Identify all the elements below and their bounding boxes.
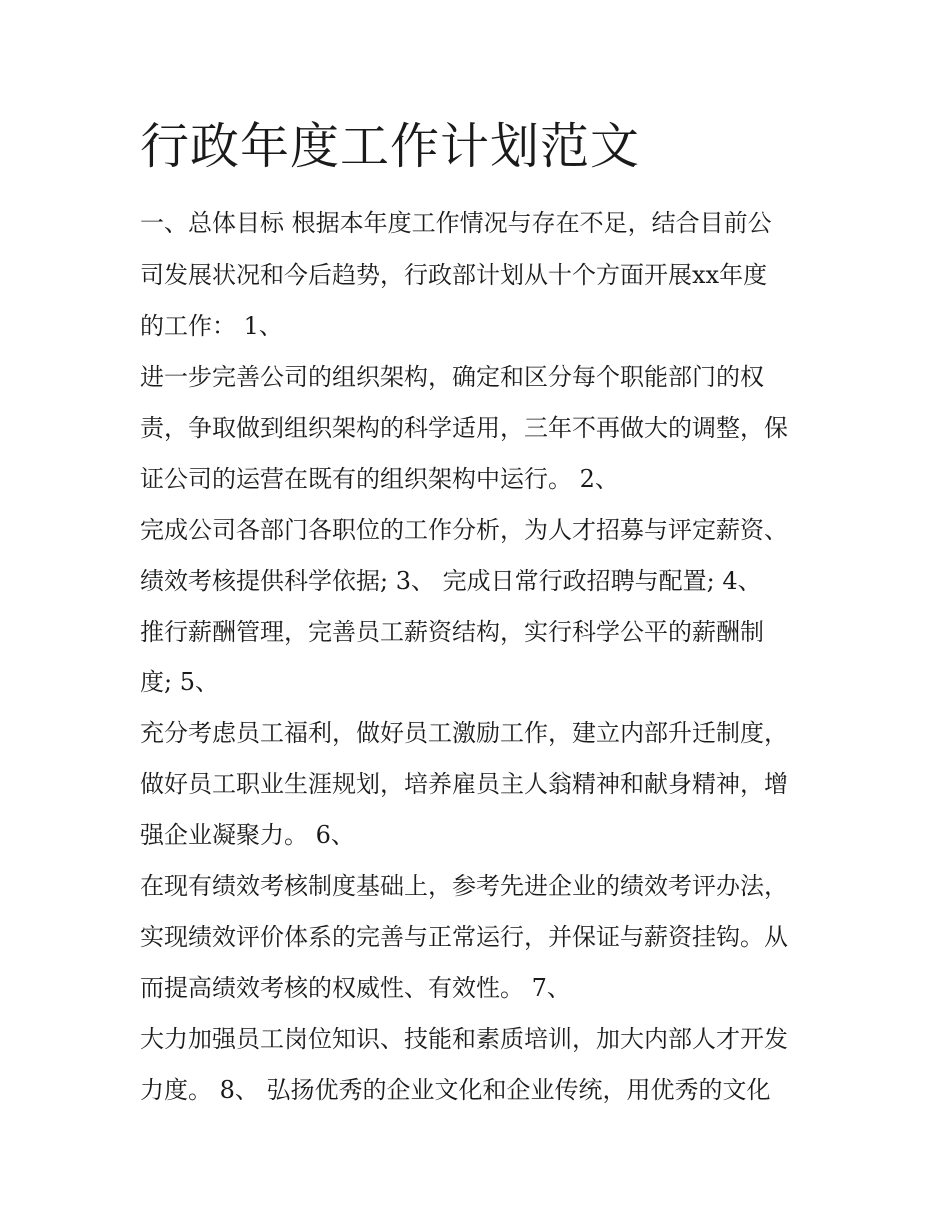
body-line-13: 强企业凝聚力。 6、 bbox=[140, 821, 355, 849]
body-line-16: 而提高绩效考核的权威性、有效性。 7、 bbox=[140, 974, 571, 1002]
body-line-9: 推行薪酬管理，完善员工薪资结构，实行科学公平的薪酬制 bbox=[140, 618, 764, 646]
body-line-15: 实现绩效评价体系的完善与正常运行，并保证与薪资挂钩。从 bbox=[140, 923, 788, 951]
body-line-12: 做好员工职业生涯规划，培养雇员主人翁精神和献身精神，增 bbox=[140, 770, 788, 798]
body-line-10: 度; 5、 bbox=[140, 668, 219, 696]
body-line-14: 在现有绩效考核制度基础上，参考先进企业的绩效考评办法， bbox=[140, 872, 788, 900]
document-title: 行政年度工作计划范文 bbox=[140, 118, 641, 175]
body-line-2: 司发展状况和今后趋势，行政部计划从十个方面开展xx年度 bbox=[140, 261, 768, 289]
body-line-3: 的工作： 1、 bbox=[140, 312, 283, 340]
body-line-8: 绩效考核提供科学依据; 3、 完成日常行政招聘与配置; 4、 bbox=[140, 567, 762, 595]
body-line-7: 完成公司各部门各职位的工作分析，为人才招募与评定薪资、 bbox=[140, 516, 788, 544]
body-line-6: 证公司的运营在既有的组织架构中运行。 2、 bbox=[140, 465, 619, 493]
body-line-18: 力度。 8、 弘扬优秀的企业文化和企业传统，用优秀的文化 bbox=[140, 1076, 771, 1104]
body-line-11: 充分考虑员工福利，做好员工激励工作，建立内部升迁制度， bbox=[140, 719, 788, 747]
body-line-17: 大力加强员工岗位知识、技能和素质培训，加大内部人才开发 bbox=[140, 1025, 788, 1053]
body-line-1: 一、总体目标 根据本年度工作情况与存在不足，结合目前公 bbox=[140, 209, 772, 237]
body-line-4: 进一步完善公司的组织架构，确定和区分每个职能部门的权 bbox=[140, 363, 764, 391]
body-line-5: 责，争取做到组织架构的科学适用，三年不再做大的调整，保 bbox=[140, 414, 788, 442]
